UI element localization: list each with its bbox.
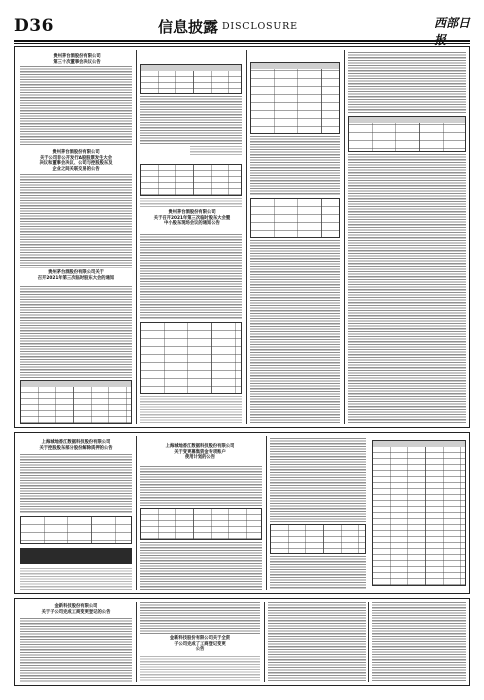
data-table [140, 64, 242, 94]
column-rule [344, 50, 345, 424]
text-block [140, 396, 242, 424]
column-rule [266, 436, 267, 590]
text-block [250, 240, 340, 424]
text-block [20, 66, 132, 146]
text-block [268, 602, 366, 682]
header-rule [14, 40, 470, 42]
notice-heading-7: 金新科技股份有限公司 关于子公司完成工商变更登记的公告 [41, 604, 111, 615]
text-block [270, 438, 366, 522]
text-block [140, 542, 262, 590]
notice-heading-5: 上海城地香江数据科技股份有限公司 关于控股股东部分股份解除质押的公告 [39, 440, 113, 451]
text-block [20, 174, 132, 268]
text-block [372, 602, 466, 682]
header-rule-thin [14, 43, 470, 44]
table-header [251, 63, 339, 69]
section-title: 信息披露 [158, 18, 219, 36]
text-block [20, 618, 132, 682]
text-block [270, 556, 366, 590]
text-block [190, 146, 242, 156]
data-table [140, 164, 242, 196]
data-table [140, 322, 242, 394]
text-block [348, 154, 466, 424]
text-block [20, 568, 132, 590]
notice-heading-8: 金新科技股份有限公司关于全资 子公司完成了工商登记变更 公告 [169, 636, 231, 653]
table-header [349, 117, 465, 123]
text-block [140, 602, 260, 634]
text-block [140, 466, 262, 506]
data-table [20, 516, 132, 544]
column-rule [368, 602, 369, 682]
notice-heading-4: 贵州茅台酒股份有限公司 关于召开2021年第三次临时股东大会暨 中小股东现场会议的通知公告 [153, 210, 231, 227]
newspaper-logo: 西部日 [434, 16, 471, 30]
page-number: D36 [14, 16, 54, 36]
data-table [250, 198, 340, 238]
text-block [20, 454, 132, 514]
column-rule [136, 436, 137, 590]
page-header [14, 14, 470, 38]
column-rule [246, 50, 247, 424]
data-table [20, 380, 132, 424]
notice-heading-2: 贵州茅台酒股份有限公司 关于公司非公开发行A股股票发生大会 决议和董事会决议、公司与控股股东及 企业之间关联交易的公告 [39, 150, 113, 172]
text-block [250, 136, 340, 196]
notice-heading-3: 贵州茅台酒股份有限公司关于 召开2021年第三次临时股东大会的通知 [37, 270, 115, 281]
data-table [372, 440, 466, 586]
text-block [140, 198, 242, 208]
column-rule [264, 602, 265, 682]
data-table [270, 524, 366, 554]
data-table [250, 62, 340, 134]
notice-heading-1: 贵州茅台酒股份有限公司 第三十次董事会决议公告 [53, 54, 101, 65]
table-header [21, 381, 131, 387]
section-title-en: DISCLOSURE [222, 21, 298, 32]
table-header [373, 441, 465, 447]
table-header [141, 65, 241, 71]
column-rule [136, 50, 137, 424]
notice-heading-6: 上海城地香江数据科技股份有限公司 关于变更募集资金专项账户 使用计划的公告 [165, 444, 235, 461]
data-table [140, 508, 262, 540]
text-block [20, 286, 132, 378]
dark-table-strip [20, 548, 132, 564]
text-block [140, 656, 260, 682]
text-block [140, 96, 242, 144]
text-block [348, 52, 466, 114]
text-block [140, 234, 242, 320]
data-table [348, 116, 466, 152]
column-rule [136, 602, 137, 682]
